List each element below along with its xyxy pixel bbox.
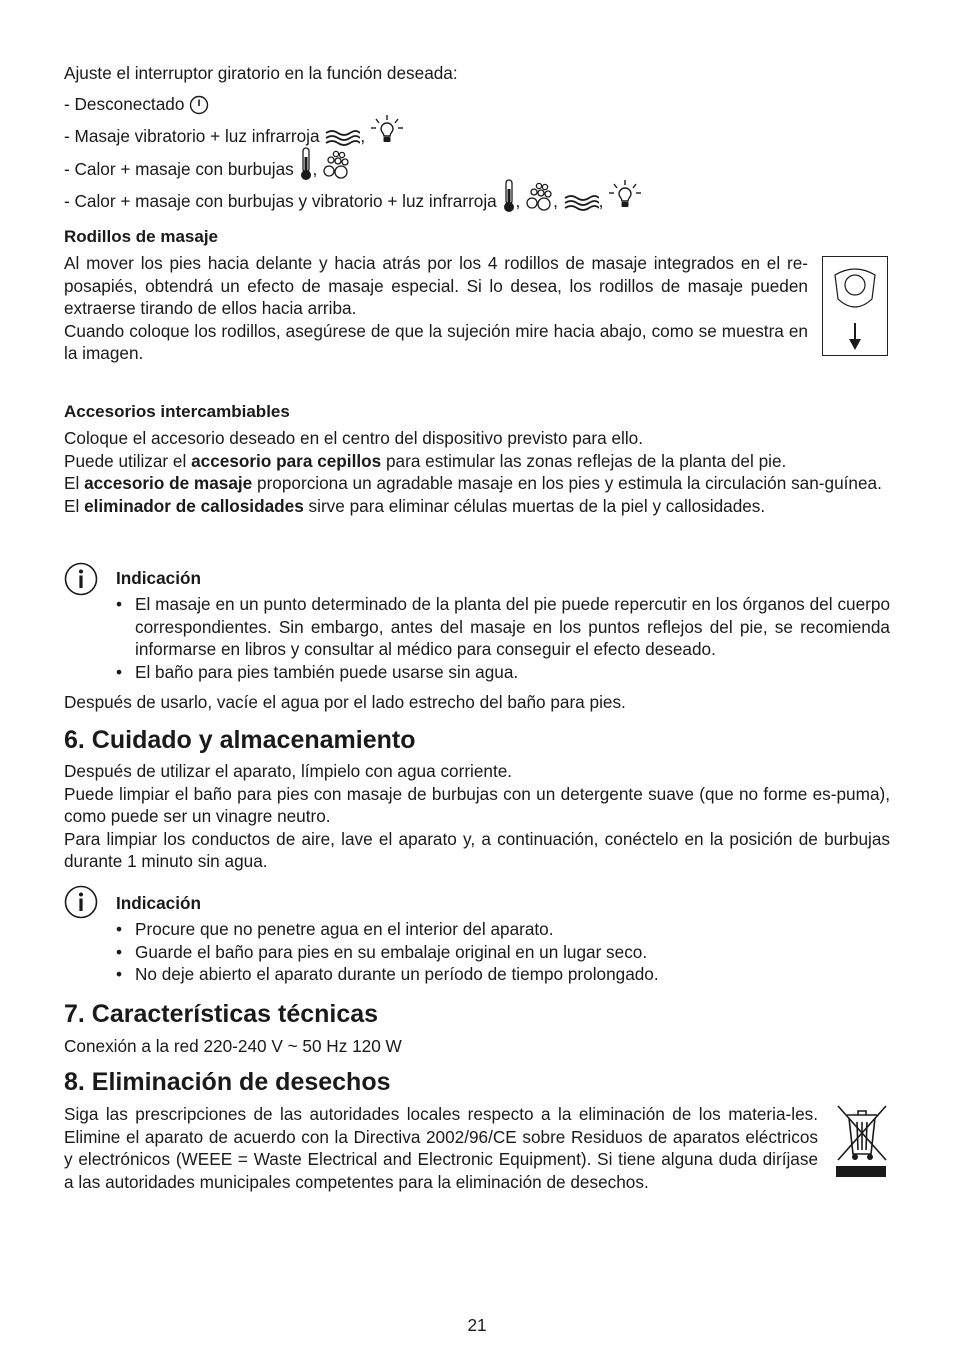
rollers-paragraph-2: Cuando coloque los rodillos, asegúrese de que la sujeción mire hacia abajo, como se muestra en la imagen. <box>64 320 808 364</box>
list-item: • El baño para pies también puede usarse sin agua. <box>116 661 890 684</box>
section-6-paragraph-1: Después de utilizar el aparato, límpielo con agua corriente. <box>64 761 513 781</box>
setting-vibration-infrared: - Masaje vibratorio + luz infrarroja , <box>64 125 890 148</box>
note-list <box>116 593 890 683</box>
brush-accessory-term: accesorio para cepillos <box>191 450 382 471</box>
note-title: Indicación <box>116 893 201 913</box>
page-number: 21 <box>467 1315 487 1335</box>
accessories-paragraph-1: Coloque el accesorio deseado en el centro del dispositivo previsto para ello. <box>64 428 643 448</box>
rollers-paragraph-1: Al mover los pies hacia delante y hacia atrás por los 4 rodillos de masaje integrados en el re-posapiés, obtendrá un efecto de masaje especial. Si lo desea, los rodillos de masaje pueden extraerse tirando de ellos hacia arriba. <box>64 253 808 319</box>
list-item: • El masaje en un punto determinado de la planta del pie puede repercutir en los órganos del cuerpo correspondientes. Sin embargo, antes del masaje en los puntos reflejos del pie, se recomienda informarse en libros y consultar al médico para conseguir el efecto deseado. <box>116 593 890 661</box>
section-8-title: 8. Eliminación de desechos <box>64 1068 391 1096</box>
list-item: • No deje abierto el aparato durante un período de tiempo prolongado. <box>116 963 890 986</box>
bubbles-icon <box>322 150 350 180</box>
thermometer-icon <box>299 147 313 181</box>
list-item: • Procure que no penetre agua en el interior del aparato. <box>116 918 890 941</box>
accessories-paragraph-2: Puede utilizar el accesorio para cepillos para estimular las zonas reflejas de la planta del pie. <box>64 450 787 471</box>
section-6-paragraph-3: Para limpiar los conductos de aire, lave el aparato y, a continuación, conéctelo en la posición de burbujas durante 1 minuto sin agua. <box>64 828 890 872</box>
massage-accessory-term: accesorio de masaje <box>84 473 253 494</box>
power-off-icon <box>189 95 209 115</box>
setting-all-functions: - Calor + masaje con burbujas y vibratorio + luz infrarroja , , , <box>64 190 890 213</box>
section-7-paragraph: Conexión a la red 220-240 V ~ 50 Hz 120 W <box>64 1036 402 1056</box>
note-list <box>116 918 890 986</box>
bubbles-icon <box>525 182 553 212</box>
intro-line: Ajuste el interruptor giratorio en la función deseada: <box>64 63 458 83</box>
infrared-light-bulb-icon <box>370 114 404 146</box>
rollers-heading: Rodillos de masaje <box>64 227 218 246</box>
section-6-title: 6. Cuidado y almacenamiento <box>64 726 416 754</box>
setting-heat-bubbles: - Calor + masaje con burbujas , <box>64 158 890 181</box>
accessories-paragraph-4: El eliminador de callosidades sirve para eliminar células muertas de la piel y callosidades. <box>64 495 766 516</box>
section-6-paragraph-2: Puede limpiar el baño para pies con masaje de burbujas con un detergente suave (que no forme es-puma), como puede ser un vinagre neutro. <box>64 783 890 827</box>
thermometer-icon <box>502 179 516 213</box>
setting-off: - Desconectado <box>64 93 890 116</box>
section-8-paragraph: Siga las prescripciones de las autoridades locales respecto a la eliminación de los materia-les. Elimine el aparato de acuerdo con la Directiva 2002/96/CE sobre Residuos de aparatos eléctricos y electrónicos (WEEE = Waste Electrical and Electronic Equipment). Si tiene alguna duda diríjase a las autoridades municipales competentes para la eliminación de desechos. <box>64 1104 818 1192</box>
after-use-text: Después de usarlo, vacíe el agua por el lado estrecho del baño para pies. <box>64 692 626 712</box>
vibration-waves-icon <box>563 193 599 211</box>
section-7-title: 7. Características técnicas <box>64 1000 379 1028</box>
section-6-text <box>64 760 890 873</box>
weee-crossed-bin-icon <box>834 1102 890 1180</box>
info-icon <box>64 885 98 919</box>
vibration-waves-icon <box>324 128 360 146</box>
info-icon <box>64 562 98 596</box>
roller-orientation-diagram <box>822 256 888 356</box>
infrared-light-bulb-icon <box>608 179 642 211</box>
callus-remover-term: eliminador de callosidades <box>84 495 304 516</box>
accessories-text <box>64 427 890 517</box>
list-item: • Guarde el baño para pies en su embalaje original en un lugar seco. <box>116 941 890 964</box>
accessories-heading: Accesorios intercambiables <box>64 402 290 421</box>
rollers-text <box>64 252 808 365</box>
note-title: Indicación <box>116 568 201 588</box>
accessories-paragraph-3: El accesorio de masaje proporciona un agradable masaje en los pies y estimula la circulación san-guínea. <box>64 473 882 494</box>
